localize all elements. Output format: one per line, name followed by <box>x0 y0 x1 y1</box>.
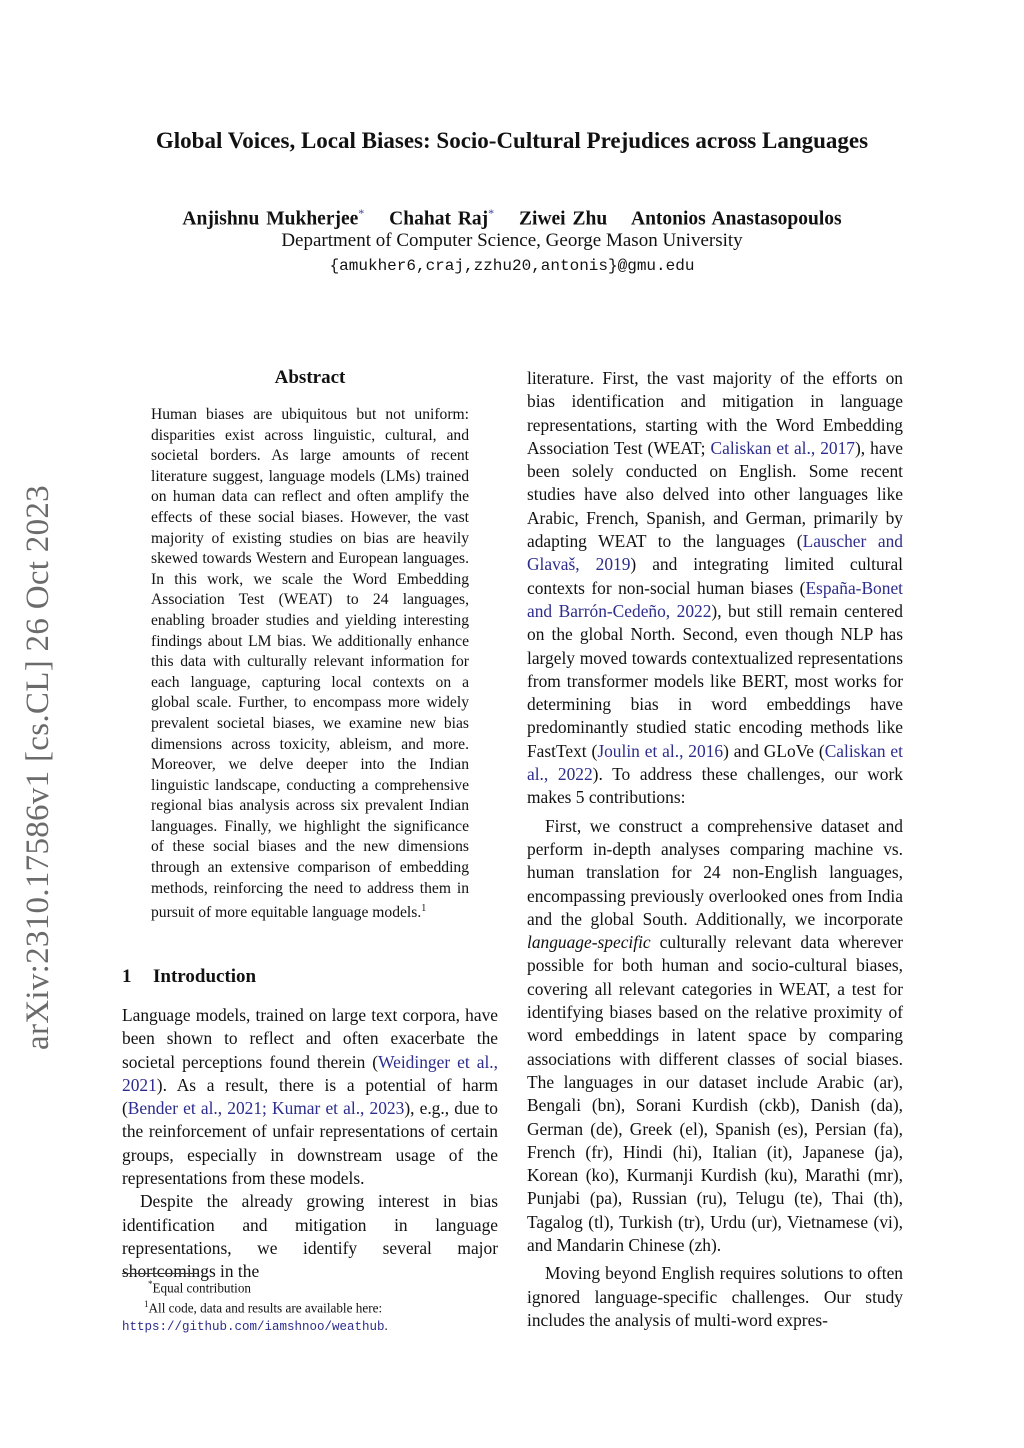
emphasis: language-specific <box>527 932 651 953</box>
paper-title: Global Voices, Local Biases: Socio-Cultural Prejudices across Languages <box>155 128 869 153</box>
paragraph <box>527 815 903 1258</box>
text-run: ). As a result, there is a potential of harm ( <box>122 1074 498 1119</box>
citation-link[interactable]: España-Bonet and Barrón-Cedeño, 2022 <box>527 577 903 621</box>
text-run: ) and integrating limited cultural contexts for non-social human biases ( <box>527 554 903 598</box>
citation-link[interactable]: Joulin et al., 2016 <box>597 740 724 761</box>
text-run: ), have been solely conducted on English. Some recent studies have also delved into other languages like Arabic, French, Spanish, and German, primarily by adapting WEAT to the languages ( <box>527 437 903 552</box>
footnote-text: Equal contribution <box>152 1280 252 1296</box>
abstract-heading: Abstract <box>274 367 346 388</box>
abstract-body <box>151 405 469 924</box>
text-run: culturally relevant data wherever possible for both human and socio-cultural biases, covering all relevant categories in WEAT, a test for identifying biases based on the relative proximity of word embeddings in latent space by comparing associations with different classes of social biases. The languages in our dataset include Arabic (ar), Bengali (bn), Sorani Kurdish (ckb), Danish (da), German (de), Greek (el), Spanish (es), Persian (fa), French (fr), Hindi (hi), Italian (it), Japanese (ja), Korean (ko), Kurmanji Kurdish (ku), Marathi (mr), Punjabi (pa), Russian (ru), Telugu (te), Thai (th), Tagalog (tl), Turkish (tr), Urdu (ur), Vietnamese (vi), and Mandarin Chinese (zh). <box>527 932 903 1255</box>
paragraph <box>122 1190 498 1283</box>
footnote-text: . <box>384 1317 388 1333</box>
abstract-text: Human biases are ubiquitous but not uniform: disparities exist across linguistic, cultural, and societal borders. As large amounts of recent literature suggest, language models (LMs) trained on human data can reflect and often amplify the effects of these social biases. However, the vast majority of existing studies on bias are heavily skewed towards Western and European languages. In this work, we scale the Word Embedding Association Test (WEAT) to 24 languages, enabling broader studies and yielding interesting findings about LM bias. We additionally enhance this data with culturally relevant information for each language, capturing local contexts on a global scale. Further, to encompass more widely prevalent societal biases, we examine new bias dimensions across toxicity, ableism, and more. Moreover, we delve deeper into the Indian linguistic landscape, conducting a comprehensive regional bias analysis across six prevalent Indian languages. Finally, we highlight the significance of these social biases and the new dimensions through an extensive comparison of embedding methods, reinforcing the need to address them in pursuit of more equitable language models. <box>151 406 469 922</box>
author-name: Ziwei Zhu <box>519 208 608 230</box>
footnote <box>122 1296 498 1335</box>
footnote-text: All code, data and results are available here: <box>148 1300 383 1316</box>
text-run: ) and GLoVe ( <box>723 740 825 761</box>
paragraph <box>527 1262 903 1332</box>
author-name: Antonios Anastasopoulos <box>630 208 842 230</box>
arxiv-identifier: arXiv:2310.17586v1 [cs.CL] 26 Oct 2023 <box>20 485 56 1050</box>
footnote-mark: * <box>148 1279 153 1289</box>
author-mark: * <box>358 206 365 220</box>
text-run: literature. First, the vast majority of the efforts on bias identification and mitigation in language representations, starting with the Word Embedding Association Test (WEAT; <box>527 368 903 458</box>
left-column <box>122 1004 498 1284</box>
citation-link[interactable]: Caliskan et al., 2022 <box>527 740 903 785</box>
text-run: ), e.g., due to the reinforcement of unfair representations of certain groups, especially in downstream usage of the representations from these models. <box>122 1098 498 1189</box>
text-run: Despite the already growing interest in bias identification and mitigation in language representations, we identify several major shortcomings in the <box>122 1191 498 1282</box>
right-column <box>527 367 903 1332</box>
author-name: Chahat Raj <box>389 208 489 230</box>
footnote-mark: 1 <box>144 1299 149 1310</box>
author-mark: * <box>488 206 495 220</box>
footnote-rule <box>122 1273 198 1274</box>
paragraph <box>122 1004 498 1190</box>
text-run: ), but still remain centered on the global North. Second, even though NLP has largely moved towards contextualized representations from transformer models like BERT, most works for determining bias in word embeddings have predominantly studied static encoding methods like FastText ( <box>527 600 903 761</box>
author-name: Anjishnu Mukherjee <box>182 208 359 230</box>
footnote-ref[interactable]: 1 <box>421 903 427 915</box>
author-list <box>60 206 964 231</box>
section-number: 1 <box>122 966 132 987</box>
section-title: Introduction <box>153 966 257 987</box>
citation-link[interactable]: Bender et al., 2021; Kumar et al., 2023 <box>127 1098 405 1119</box>
text-run: Language models, trained on large text corpora, have been shown to reflect and often exacerbate the societal perceptions found therein ( <box>122 1005 498 1072</box>
section-heading-introduction <box>122 966 256 988</box>
text-run: First, we construct a comprehensive dataset and perform in-depth analyses comparing machine vs. human translation for 24 non-English languages, encompassing previously overlooked ones from India and the global South. Additionally, we incorporate <box>527 815 903 929</box>
citation-link[interactable]: Weidinger et al., 2021 <box>122 1051 498 1095</box>
repository-link[interactable]: https://github.com/iamshnoo/weathub <box>122 1319 385 1334</box>
text-run: Moving beyond English requires solutions to often ignored language-specific challenges. Our study includes the analysis of multi-word expres- <box>527 1263 903 1330</box>
citation-link[interactable]: Caliskan et al., 2017 <box>710 437 856 458</box>
author-emails: {amukher6,craj,zzhu20,antonis}@gmu.edu <box>329 257 695 275</box>
paragraph <box>527 367 903 810</box>
footnotes <box>122 1276 498 1336</box>
footnote <box>122 1276 498 1296</box>
citation-link[interactable]: Lauscher and Glavaš, 2019 <box>527 531 904 575</box>
affiliation: Department of Computer Science, George Mason University <box>281 230 743 251</box>
text-run: ). To address these challenges, our work makes 5 contributions: <box>527 764 903 808</box>
